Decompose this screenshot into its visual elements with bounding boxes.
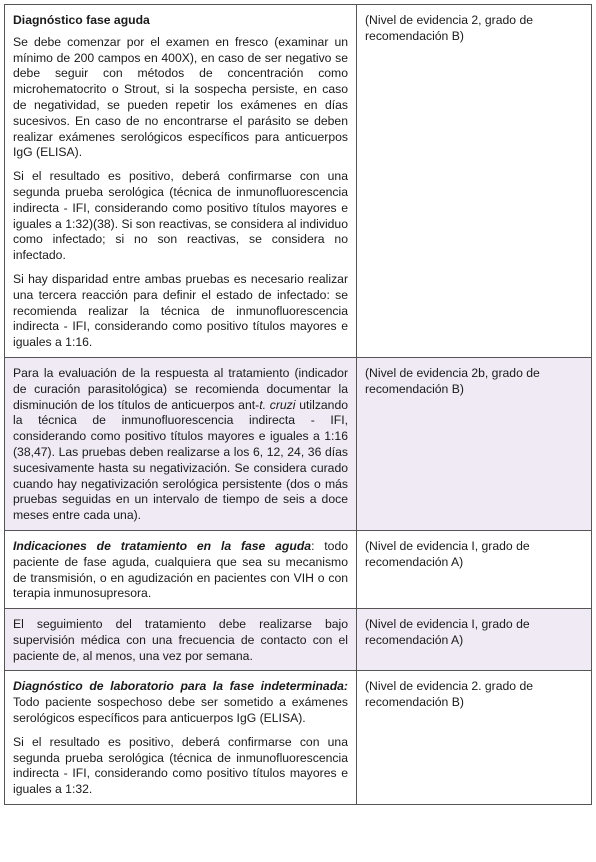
evidence-cell: (Nivel de evidencia I, grado de recomendación A) [357,609,592,671]
paragraph [13,366,348,524]
text: : todo paciente de fase aguda, cualquiera que sea su mecanismo de transmisión, o en agudización en pacientes con VIH o con terapia inmunosupresora. [13,538,348,601]
table-row [5,357,592,530]
text: utilzando la técnica de inmunofluorescencia indirecta - IFI, considerando como positivo títulos mayores e iguales a 1:16 (38,47). Las pruebas deben realizarse a los 6, 12, 24, 36 días sucesivamente hasta su negativización. Se considera curado cuando hay negativización serológica persistente (dos o más pruebas seguidas en un intervalo de tiempo de seis a doce meses entre cada una). [13,397,349,523]
evidence-cell: (Nivel de evidencia 2b, grado de recomendación B) [357,357,592,530]
recommendation-cell [5,530,357,608]
recommendation-cell [5,357,357,530]
section-title: Diagnóstico fase aguda [13,13,150,27]
paragraph: Se debe comenzar por el examen en fresco (examinar un mínimo de 200 campos en 400X), en caso de ser negativo se debe seguir con métodos de concentración como microhematocrito o Strout, si la sospecha persiste, en caso de negatividad, se pueden repetir los exámenes en días sucesivos. En caso de no encontrarse el parásito se deben realizar exámenes serológicos específicos para anticuerpos IgG (ELISA). [13,34,348,160]
paragraph: El seguimiento del tratamiento debe realizarse bajo supervisión médica con una frecuencia de contacto con el paciente de, al menos, una vez por semana. [13,617,348,663]
paragraph: Si hay disparidad entre ambas pruebas es necesario realizar una tercera reacción para definir el estado de infectado: se recomienda realizar la técnica de inmunofluorescencia indirecta - IFI, considerando como positivo títulos mayores e iguales a 1:16. [13,271,348,350]
section-lead: Diagnóstico de laboratorio para la fase indeterminada: [13,679,348,694]
paragraph [13,539,348,602]
table-row [5,671,592,805]
recommendation-cell [5,609,357,671]
italic-term: t. cruzi [259,397,296,412]
text: Para la evaluación de la respuesta al tratamiento (indicador de curación parasitológica) se recomienda documentar la disminución de los títulos de anticuerpos ant- [13,365,348,412]
evidence-cell: (Nivel de evidencia 2, grado de recomendación B) [357,5,592,358]
table-row [5,5,592,358]
table-row [5,609,592,671]
paragraph: Si el resultado es positivo, deberá confirmarse con una segunda prueba serológica (técnica de inmunofluorescencia indirecta - IFI, considerando como positivo títulos mayores e iguales a 1:32. [13,734,348,797]
section-lead: Indicaciones de tratamiento en la fase aguda [13,538,312,553]
paragraph [13,679,348,726]
paragraph: Si el resultado es positivo, deberá confirmarse con una segunda prueba serológica (técnica de inmunofluorescencia indirecta - IFI, considerando como positivo títulos mayores e iguales a 1:32)(38). Si son reactivas, se considera al individuo como infectado; si no son reactivas, se considera no infectado. [13,169,348,263]
recommendation-cell [5,5,357,358]
text: Todo paciente sospechoso debe ser sometido a exámenes serológicos específicos para anticuerpos IgG (ELISA). [13,695,348,726]
evidence-cell: (Nivel de evidencia 2. grado de recomendación B) [357,671,592,805]
recommendation-cell [5,671,357,805]
table-row [5,530,592,608]
evidence-cell: (Nivel de evidencia I, grado de recomendación A) [357,530,592,608]
recommendations-table [4,4,592,805]
